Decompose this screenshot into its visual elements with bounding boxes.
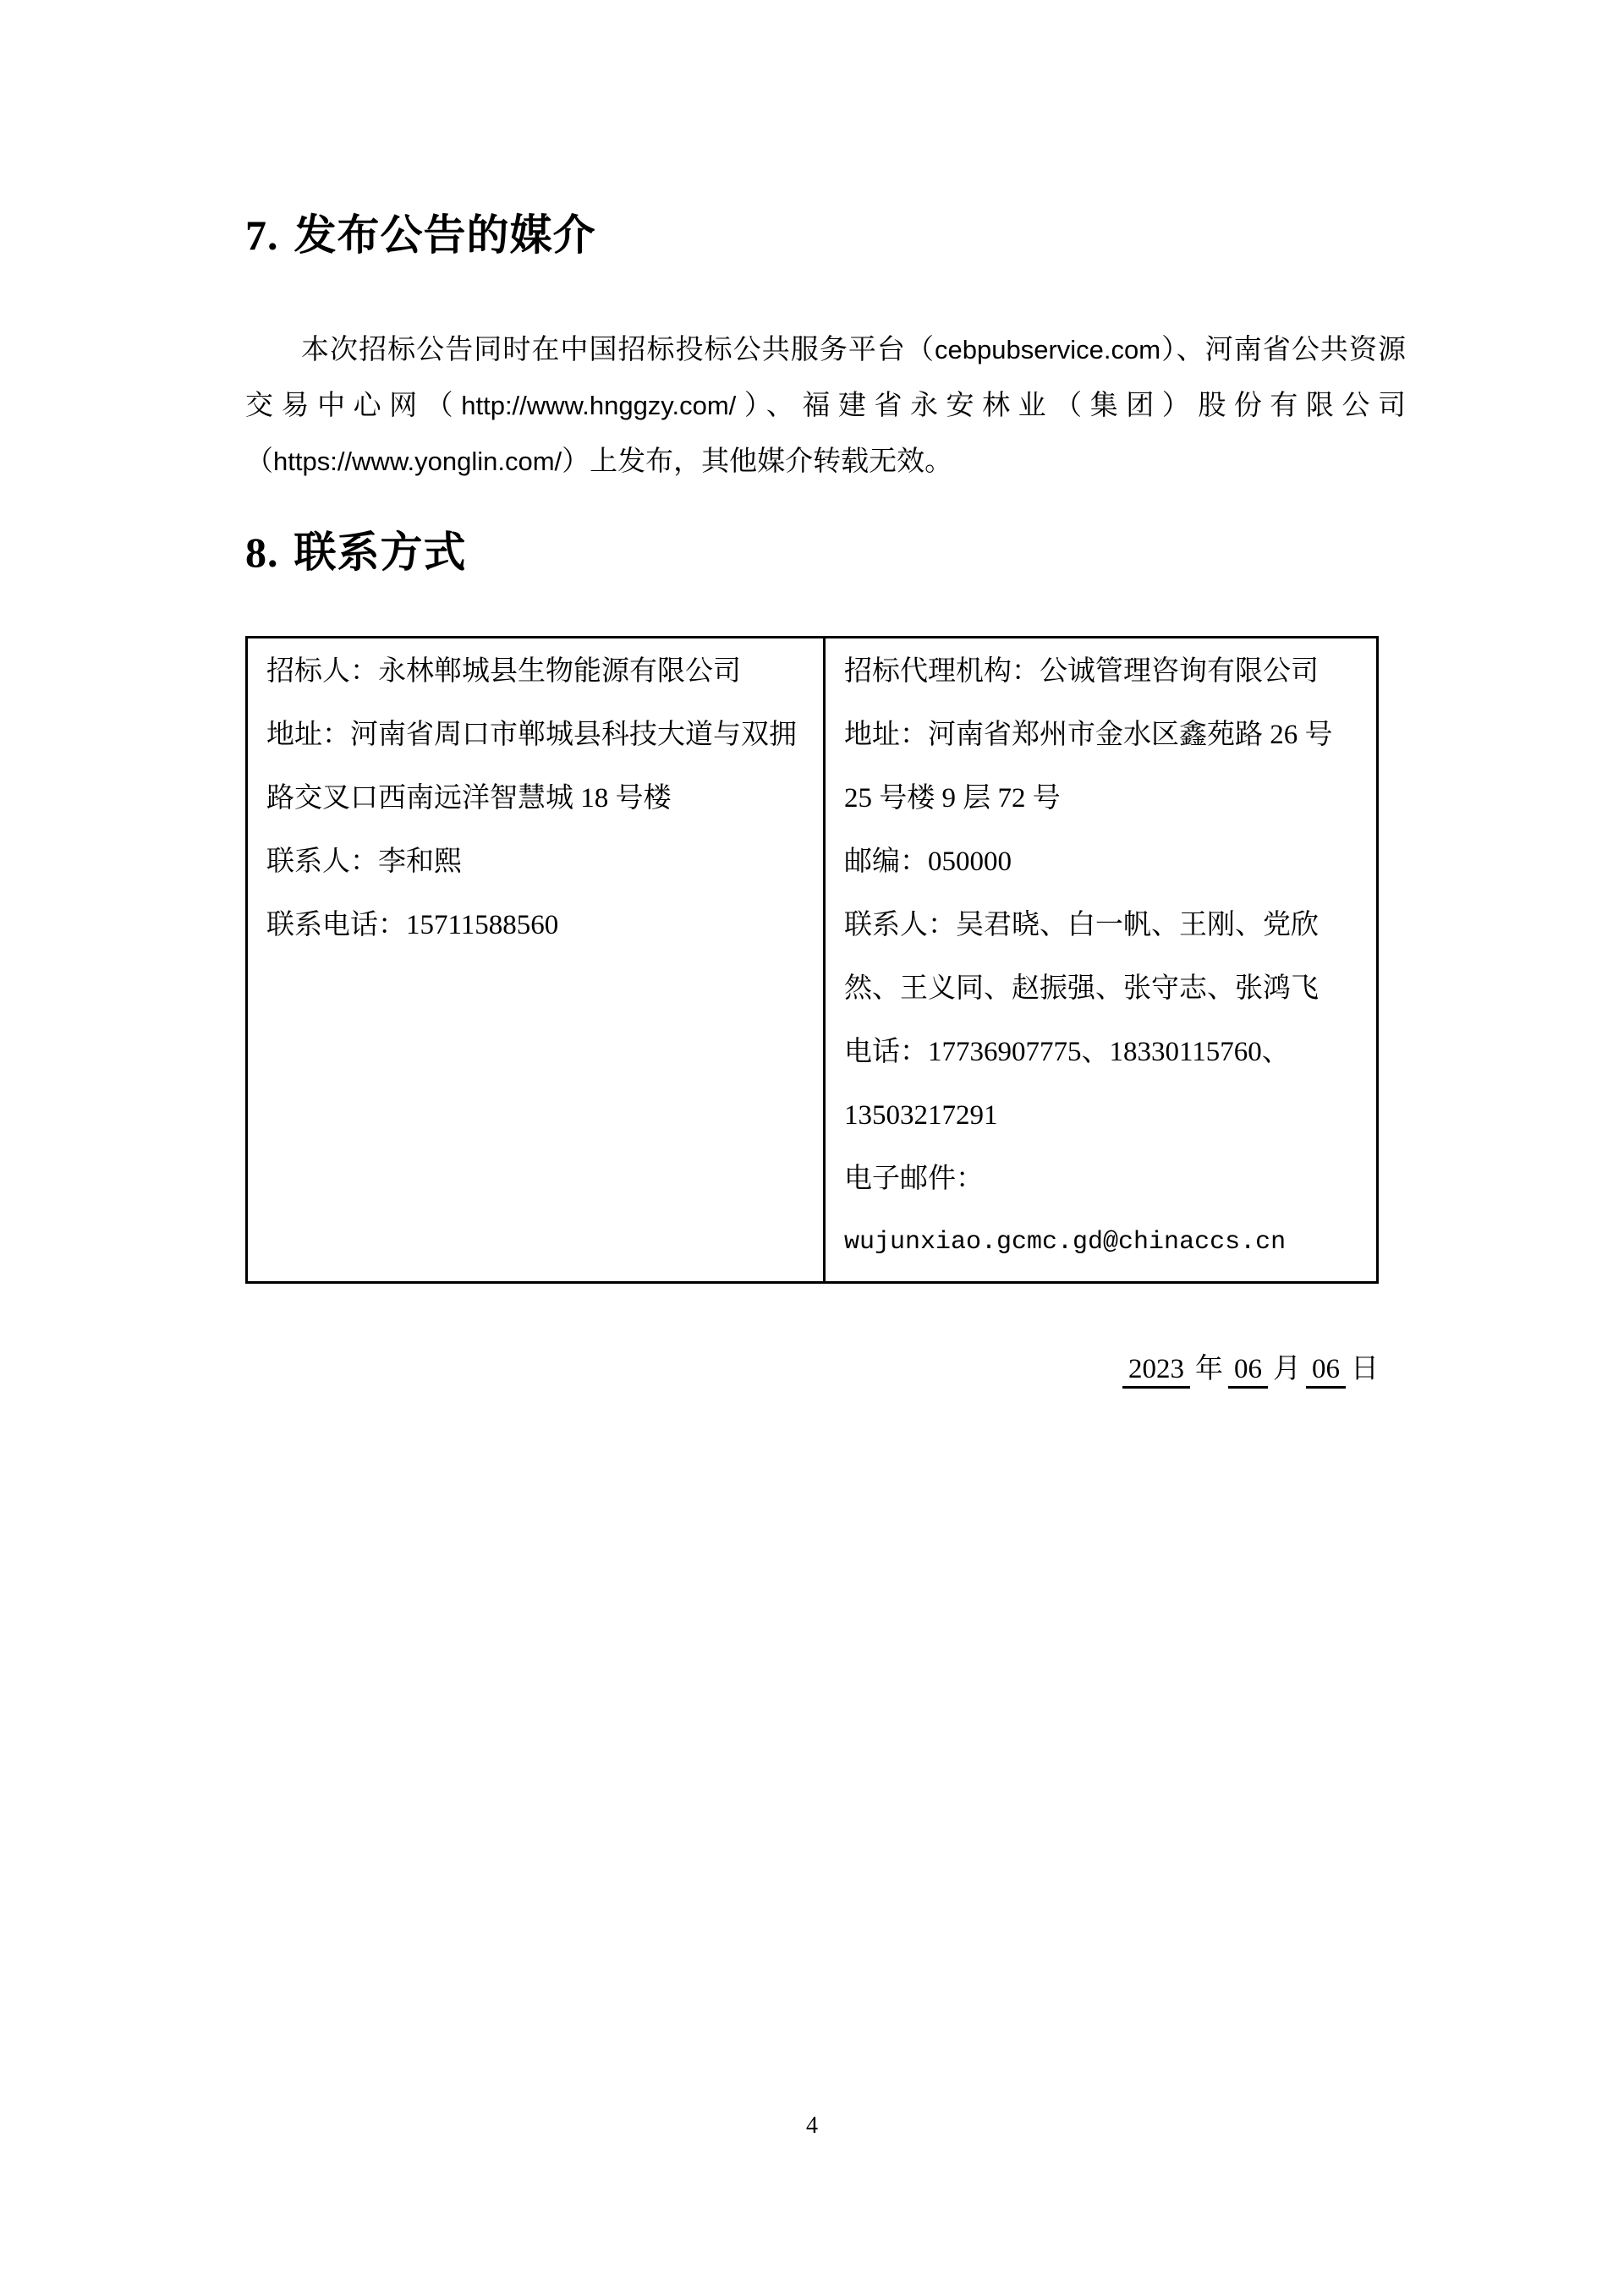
agency-cell (825, 638, 1378, 1283)
agency-phones: 电话：17736907775、18330115760、13503217291 (844, 1037, 1290, 1131)
section-7-title: 发布公告的媒介 (294, 211, 596, 259)
url-yonglin: https://www.yonglin.com/ (273, 447, 562, 476)
issue-date (245, 1350, 1379, 1389)
url-hnggzy: http://www.hnggzy.com/ (461, 391, 737, 420)
paragraph-segment: ）上发布，其他媒介转载无效。 (562, 447, 953, 477)
section-8-title: 联系方式 (294, 529, 467, 576)
tenderer-name: 招标人：永林郸城县生物能源有限公司 (266, 656, 741, 687)
agency-postcode: 邮编：050000 (844, 847, 1012, 877)
url-cebpubservice: cebpubservice.com (935, 335, 1161, 364)
date-year: 2023 (1122, 1354, 1190, 1389)
section-8-heading (245, 529, 1624, 575)
agency-address: 地址：河南省郑州市金水区鑫苑路 26 号 25 号楼 9 层 72 号 (844, 720, 1333, 814)
date-day-unit: 日 (1351, 1354, 1379, 1384)
contact-table (245, 636, 1379, 1284)
agency-contact-persons: 联系人：吴君晓、白一帆、王刚、党欣然、王义同、赵振强、张守志、张鸿飞 (844, 910, 1319, 1004)
contact-table-row (247, 638, 1378, 1283)
agency-name: 招标代理机构：公诚管理咨询有限公司 (844, 656, 1319, 687)
tenderer-address: 地址：河南省周口市郸城县科技大道与双拥路交叉口西南远洋智慧城 18 号楼 (266, 720, 797, 814)
section-7-number: 7. (245, 211, 279, 259)
tenderer-cell (247, 638, 825, 1283)
announcement-media-paragraph (245, 322, 1406, 490)
agency-email-address: wujunxiao.gcmc.gd@chinaccs.cn (844, 1228, 1287, 1257)
date-month: 06 (1228, 1354, 1268, 1389)
agency-email-label: 电子邮件： (844, 1164, 984, 1194)
date-day: 06 (1306, 1354, 1346, 1389)
tenderer-phone: 联系电话：15711588560 (266, 910, 559, 940)
date-year-unit: 年 (1195, 1354, 1223, 1384)
tenderer-contact-person: 联系人：李和熙 (266, 847, 462, 877)
section-7-heading (245, 0, 1624, 258)
date-month-unit: 月 (1273, 1354, 1301, 1384)
paragraph-segment: ）、河南省公共资源交易中心网（ (245, 335, 1407, 421)
paragraph-segment: ）、福建省永安林业（集团）股份有限公司（ (245, 391, 1407, 477)
section-8-number: 8. (245, 529, 279, 576)
page-number: 4 (806, 2112, 818, 2139)
paragraph-segment: 本次招标公告同时在中国招标投标公共服务平台（ (301, 335, 935, 365)
